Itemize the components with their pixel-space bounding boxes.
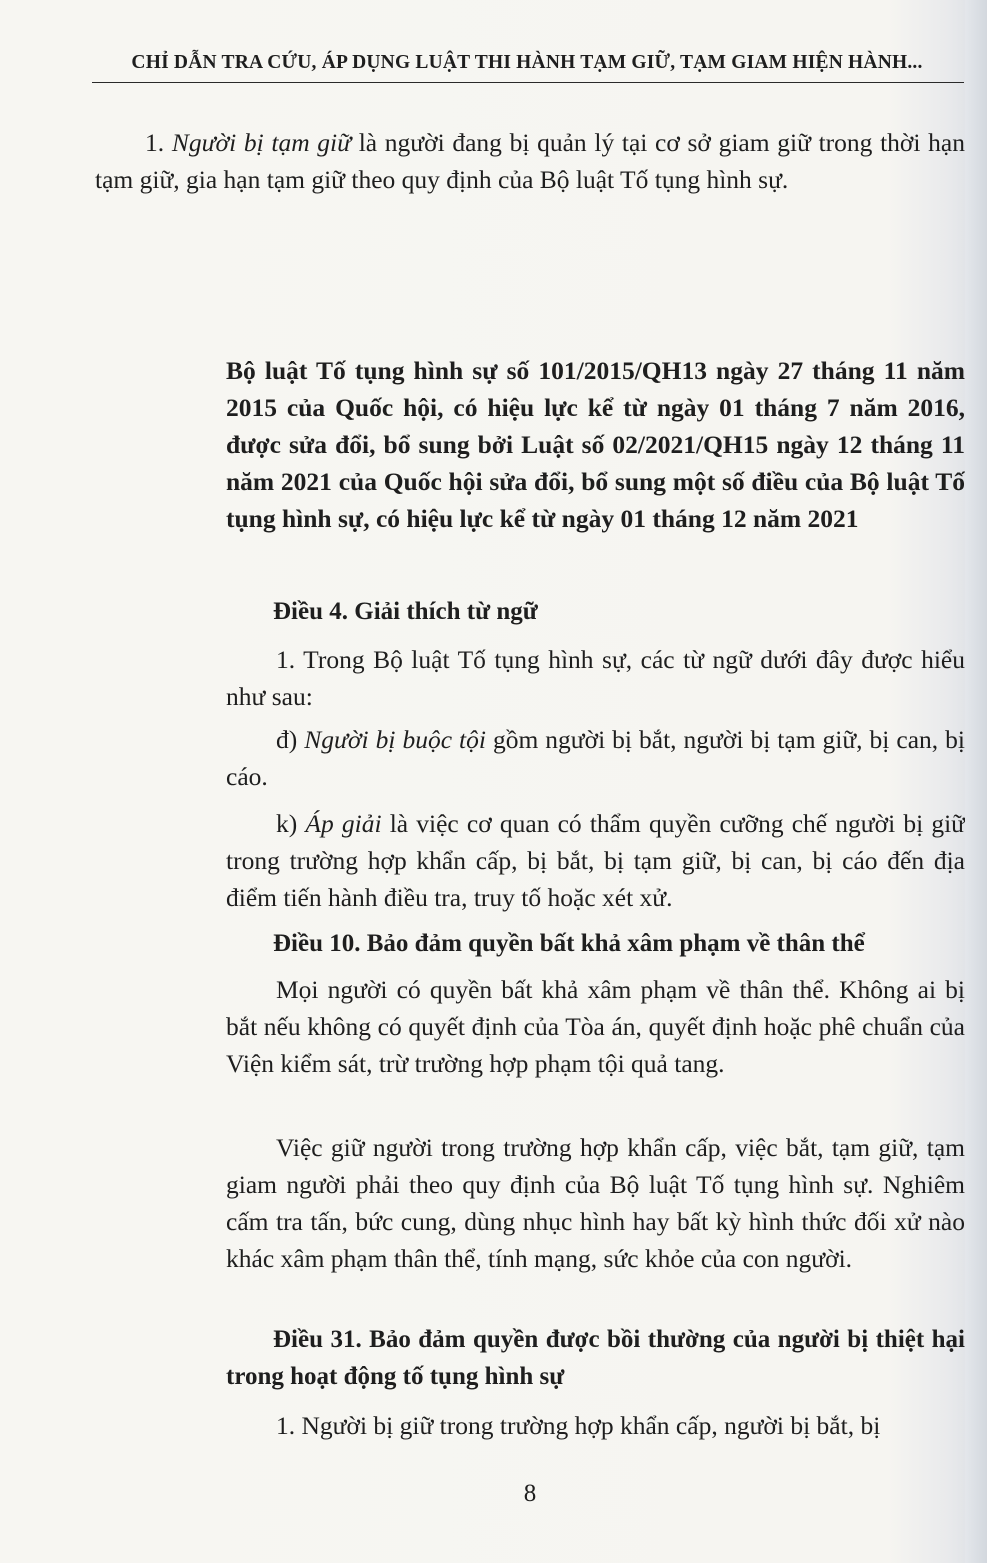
article-4-intro: 1. Trong Bộ luật Tố tụng hình sự, các từ ngữ dưới đây được hiểu như sau: (226, 645, 965, 711)
article-31-heading: Điều 31. Bảo đảm quyền được bồi thường của người bị thiệt hại trong hoạt động tố tụng hình sự (226, 1326, 965, 1390)
item-d-prefix: đ) (276, 725, 305, 754)
definition-term: Người bị tạm giữ (171, 128, 352, 157)
definition-person-in-custody (95, 124, 965, 198)
page-number: 8 (523, 1480, 537, 1507)
article-4-heading: Điều 4. Giải thích từ ngữ (273, 598, 538, 625)
article-10-paragraph-1: Mọi người có quyền bất khả xâm phạm về thân thể. Không ai bị bắt nếu không có quyết định của Tòa án, quyết định hoặc phê chuẩn của Viện kiểm sát, trừ trường hợp phạm tội quả tang. (226, 975, 965, 1078)
item-k-text: là việc cơ quan có thẩm quyền cưỡng chế người bị giữ trong trường hợp khẩn cấp, bị bắt, bị tạm giữ, bị can, bị cáo đến địa điểm tiến hành điều tra, truy tố hoặc xét xử. (226, 809, 965, 912)
article-10-heading: Điều 10. Bảo đảm quyền bất khả xâm phạm về thân thể (273, 930, 865, 957)
article-4-item-k (226, 805, 965, 916)
item-k-term: Áp giải (305, 809, 382, 838)
definition-text: là người đang bị quản lý tại cơ sở giam giữ trong thời hạn tạm giữ, gia hạn tạm giữ theo quy định của Bộ luật Tố tụng hình sự. (95, 128, 965, 194)
item-k-prefix: k) (276, 809, 306, 838)
article-4-item-d (226, 721, 965, 795)
item-d-text: gồm người bị bắt, người bị tạm giữ, bị can, bị cáo. (226, 725, 965, 791)
article-31-paragraph-1: 1. Người bị giữ trong trường hợp khẩn cấp, người bị bắt, bị (276, 1411, 881, 1440)
definition-number: 1. (145, 128, 172, 157)
header-rule (92, 82, 964, 83)
article-10-paragraph-2: Việc giữ người trong trường hợp khẩn cấp, việc bắt, tạm giữ, tạm giam người phải theo quy định của Bộ luật Tố tụng hình sự. Nghiêm cấm tra tấn, bức cung, dùng nhục hình hay bất kỳ hình thức đối xử nào khác xâm phạm thân thể, tính mạng, sức khỏe của con người. (226, 1133, 965, 1273)
page-edge-shadow (965, 0, 987, 1563)
item-d-term: Người bị buộc tội (304, 725, 486, 754)
running-header: CHỈ DẪN TRA CỨU, ÁP DỤNG LUẬT THI HÀNH TẠM GIỮ, TẠM GIAM HIỆN HÀNH... (131, 52, 923, 73)
source-reference: Bộ luật Tố tụng hình sự số 101/2015/QH13 ngày 27 tháng 11 năm 2015 của Quốc hội, có hiệu lực kể từ ngày 01 tháng 7 năm 2016, được sửa đổi, bổ sung bởi Luật số 02/2021/QH15 ngày 12 tháng 11 năm 2021 của Quốc hội sửa đổi, bổ sung một số điều của Bộ luật Tố tụng hình sự, có hiệu lực kể từ ngày 01 tháng 12 năm 2021 (226, 356, 965, 533)
